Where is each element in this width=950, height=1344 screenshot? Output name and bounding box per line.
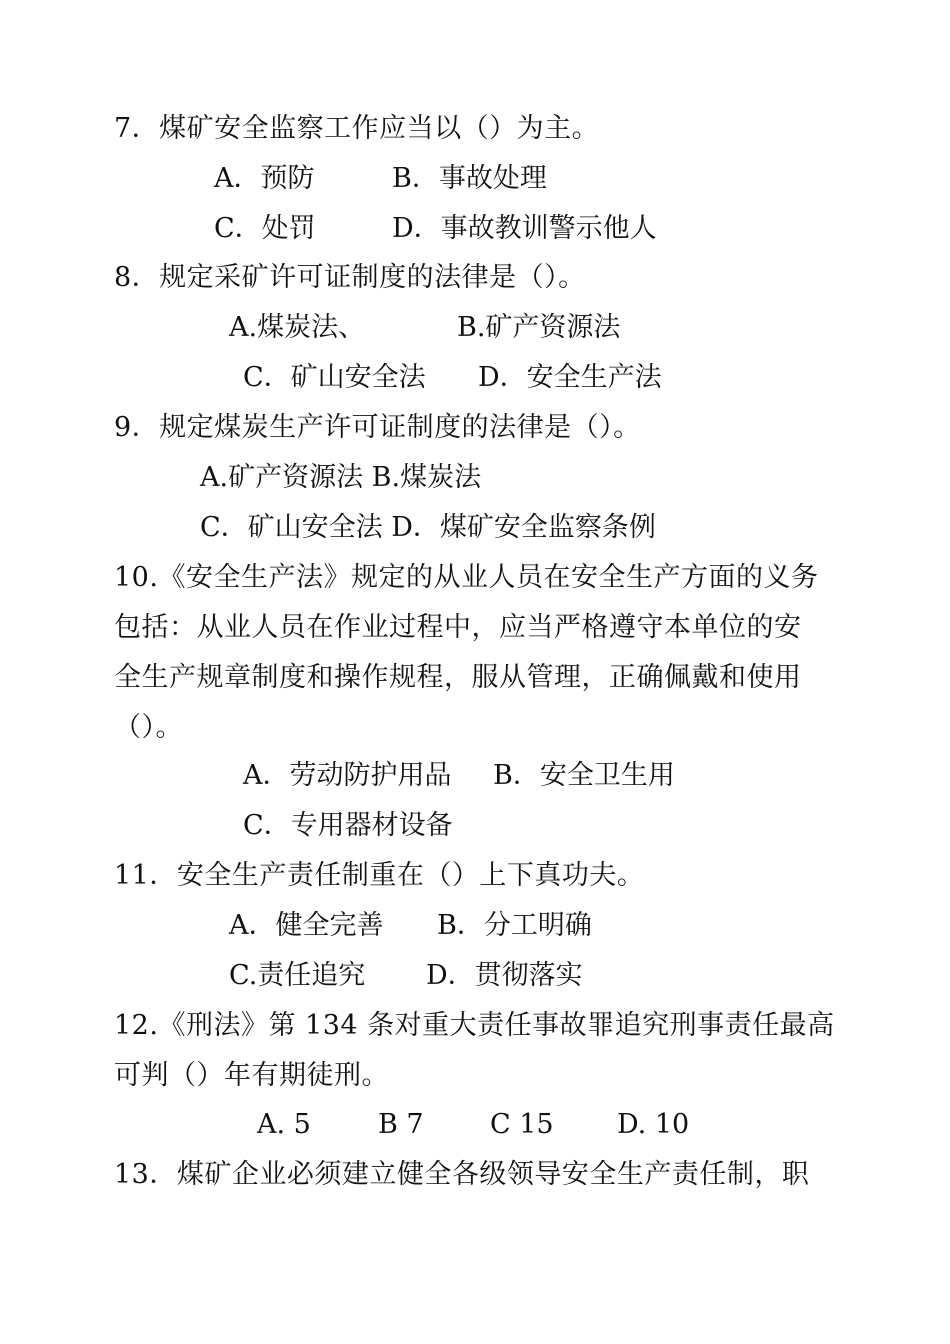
question-7-stem: 7．煤矿安全监察工作应当以（）为主。 [114,113,600,144]
question-11-option-d: D．贯彻落实 [426,960,583,991]
question-10-option-c: C．专用器材设备 [243,810,453,841]
question-7-option-a: A．预防 [214,163,315,194]
question-10-stem [114,553,838,753]
question-10-option-a: A．劳动防护用品 [243,760,452,791]
question-9-options-cd: C．矿山安全法 D．煤矿安全监察条例 [200,512,656,543]
question-7-option-b: B．事故处理 [392,163,547,194]
question-11-option-a: A．健全完善 [229,910,384,941]
question-11-stem: 11．安全生产责任制重在（）上下真功夫。 [114,860,645,891]
question-10-stem-line: 10.《安全生产法》规定的从业人员在安全生产方面的义务 [114,562,819,593]
question-9-options-ab: A.矿产资源法 B.煤炭法 [200,462,482,493]
question-8-option-a: A.煤炭法、 [229,312,366,343]
question-7-option-c: C．处罚 [214,213,316,244]
question-12-option-c: C 15 [490,1109,554,1140]
question-7-option-d: D．事故教训警示他人 [392,213,657,244]
question-8-option-c: C．矿山安全法 [243,362,426,393]
question-12-stem-line: 可判（）年有期徒刑。 [114,1060,389,1091]
question-12-option-a: A. 5 [257,1109,311,1140]
question-8-stem: 8．规定采矿许可证制度的法律是（）。 [114,262,586,293]
question-10-stem-line: （）。 [114,712,183,743]
question-13-stem: 13．煤矿企业必须建立健全各级领导安全生产责任制，职 [114,1159,810,1190]
question-8-option-b: B.矿产资源法 [457,312,621,343]
question-9-stem: 9．规定煤炭生产许可证制度的法律是（）。 [114,412,641,443]
question-12-stem [114,1001,838,1101]
question-10-option-b: B．安全卫生用 [493,760,675,791]
question-10-stem-line: 全生产规章制度和操作规程，服从管理，正确佩戴和使用 [114,662,802,693]
question-10-stem-line: 包括：从业人员在作业过程中，应当严格遵守本单位的安 [114,612,802,643]
question-12-option-b: B 7 [378,1109,424,1140]
question-11-option-c: C.责任追究 [229,960,366,991]
question-8-option-d: D．安全生产法 [478,362,662,393]
question-12-option-d: D. 10 [617,1109,690,1140]
question-11-option-b: B．分工明确 [437,910,592,941]
question-12-stem-line: 12.《刑法》第 134 条对重大责任事故罪追究刑事责任最高 [114,1010,835,1041]
